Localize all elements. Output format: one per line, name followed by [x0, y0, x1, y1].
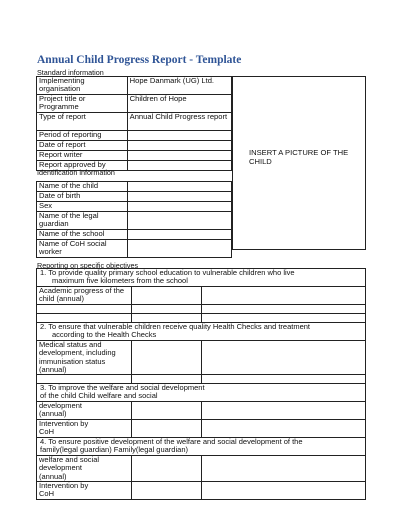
objective-2-label-line4: (annual) — [39, 364, 67, 374]
table-row — [37, 240, 232, 258]
table-row — [37, 305, 366, 314]
objective-3-label — [37, 402, 132, 420]
table-row — [37, 151, 232, 161]
table-row — [37, 212, 232, 230]
objective-2-label-line2: development, including — [39, 348, 116, 358]
table-row — [37, 230, 232, 240]
child-photo-placeholder[interactable] — [232, 76, 366, 250]
row-label: Implementing organisation — [37, 77, 128, 95]
objective-1-heading-line2: maximum five kilometers from the school — [52, 276, 188, 286]
objective-3-intervention-label — [37, 420, 132, 438]
table-row — [37, 141, 232, 151]
table-row — [37, 113, 232, 131]
objective-3-row — [37, 384, 366, 402]
objective-4-label-line1: welfare and social — [39, 455, 100, 465]
row-label: Type of report — [37, 113, 128, 131]
objective-2-detail-row — [37, 341, 366, 375]
objective-2-heading — [37, 323, 366, 341]
row-label: Date of report — [37, 141, 128, 151]
objective-1-heading-line1: 1. To provide quality primary school education to vulnerable children who live — [40, 268, 295, 277]
objective-1-label-line1: Academic progress of the — [39, 286, 125, 295]
objective-3-intervention-line1: Intervention by — [39, 419, 89, 429]
objective-2-cell[interactable] — [201, 341, 365, 375]
photo-placeholder-text: INSERT A PICTURE OF THE CHILD — [249, 148, 349, 166]
table-row — [37, 131, 232, 141]
objective-1-cell[interactable] — [131, 287, 201, 305]
objective-3-heading — [37, 384, 366, 402]
row-value[interactable] — [127, 230, 231, 240]
row-value[interactable]: Hope Danmark (UG) Ltd. — [127, 77, 231, 95]
standard-information-label: Standard information — [37, 68, 104, 77]
table-row — [37, 192, 232, 202]
blank-cell[interactable] — [37, 305, 132, 314]
objective-3-cell[interactable] — [201, 420, 365, 438]
row-label: Project title or Programme — [37, 95, 128, 113]
row-label: Report writer — [37, 151, 128, 161]
objective-3-heading-line1: 3. To improve the welfare and social development — [40, 383, 205, 393]
objective-3-label-line2: (annual) — [39, 409, 67, 419]
standard-information-table — [36, 76, 232, 171]
objective-4-label-line2: development — [39, 463, 82, 473]
objective-2-row — [37, 323, 366, 341]
table-row — [37, 182, 232, 192]
row-value[interactable] — [127, 161, 231, 171]
row-value[interactable] — [127, 131, 231, 141]
row-value[interactable] — [127, 182, 231, 192]
objective-1-label-line2: child (annual) — [39, 294, 85, 304]
row-value[interactable] — [127, 151, 231, 161]
objective-3-heading-line2: of the child Child welfare and social — [40, 391, 158, 401]
table-row — [37, 202, 232, 212]
objective-1-heading — [37, 269, 366, 287]
objective-3-intervention-row — [37, 420, 366, 438]
row-label: Period of reporting — [37, 131, 128, 141]
objective-2-heading-line1: 2. To ensure that vulnerable children receive quality Health Checks and treatment — [40, 322, 311, 331]
row-value[interactable] — [127, 202, 231, 212]
row-label: Date of birth — [37, 192, 128, 202]
objective-3-cell[interactable] — [201, 402, 365, 420]
objective-4-cell[interactable] — [131, 482, 201, 500]
objective-4-label — [37, 456, 132, 482]
row-value[interactable] — [127, 212, 231, 230]
row-value[interactable] — [127, 141, 231, 151]
identification-table — [36, 181, 232, 258]
objective-2-label — [37, 341, 132, 375]
objective-4-cell[interactable] — [131, 456, 201, 482]
row-label: Name of the child — [37, 182, 128, 192]
blank-cell[interactable] — [201, 375, 365, 384]
objective-4-intervention-line2: CoH — [39, 489, 55, 499]
blank-cell[interactable] — [201, 305, 365, 314]
objectives-label: Reporting on specific objectives — [37, 261, 139, 270]
objective-4-cell[interactable] — [201, 456, 365, 482]
objective-1-detail-row — [37, 287, 366, 305]
objective-1-row — [37, 269, 366, 287]
row-label: Name of the school — [37, 230, 128, 240]
objective-2-cell[interactable] — [131, 341, 201, 375]
row-label: Name of CoH social worker — [37, 240, 128, 258]
objective-1-label — [37, 287, 132, 305]
row-label: Report approved by — [37, 161, 128, 171]
objective-3-label-line1: development — [39, 401, 82, 411]
page-title: Annual Child Progress Report - Template — [37, 54, 242, 66]
objective-2-label-line1: Medical status and — [39, 340, 102, 349]
row-label: Sex — [37, 202, 128, 212]
objective-2-label-line3: immunisation status — [39, 356, 106, 366]
table-row — [37, 95, 232, 113]
row-value[interactable]: Children of Hope — [127, 95, 231, 113]
table-row — [37, 77, 232, 95]
objective-4-heading-line2: family(legal guardian) Family(legal guardian) — [40, 445, 188, 455]
identification-label: Identification information — [37, 168, 115, 177]
objectives-table — [36, 268, 366, 500]
objective-4-intervention-label — [37, 482, 132, 500]
objective-3-intervention-line2: CoH — [39, 427, 55, 437]
row-label: Name of the legal guardian — [37, 212, 128, 230]
objective-3-cell[interactable] — [131, 402, 201, 420]
objective-4-intervention-line1: Intervention by — [39, 481, 89, 491]
objective-4-row — [37, 438, 366, 456]
row-value[interactable] — [127, 192, 231, 202]
objective-4-heading-line1: 4. To ensure positive development of the welfare and social development of the — [40, 437, 303, 447]
objective-4-heading — [37, 438, 366, 456]
objective-2-heading-line2: according to the Health Checks — [52, 330, 157, 340]
row-value[interactable] — [127, 240, 231, 258]
blank-cell[interactable] — [131, 305, 201, 314]
objective-1-cell[interactable] — [201, 287, 365, 305]
objective-3-detail-row — [37, 402, 366, 420]
objective-4-cell[interactable] — [201, 482, 365, 500]
objective-3-cell[interactable] — [131, 420, 201, 438]
objective-4-intervention-row — [37, 482, 366, 500]
objective-4-label-line3: (annual) — [39, 471, 67, 481]
row-value[interactable]: Annual Child Progress report — [127, 113, 231, 131]
objective-4-detail-row — [37, 456, 366, 482]
